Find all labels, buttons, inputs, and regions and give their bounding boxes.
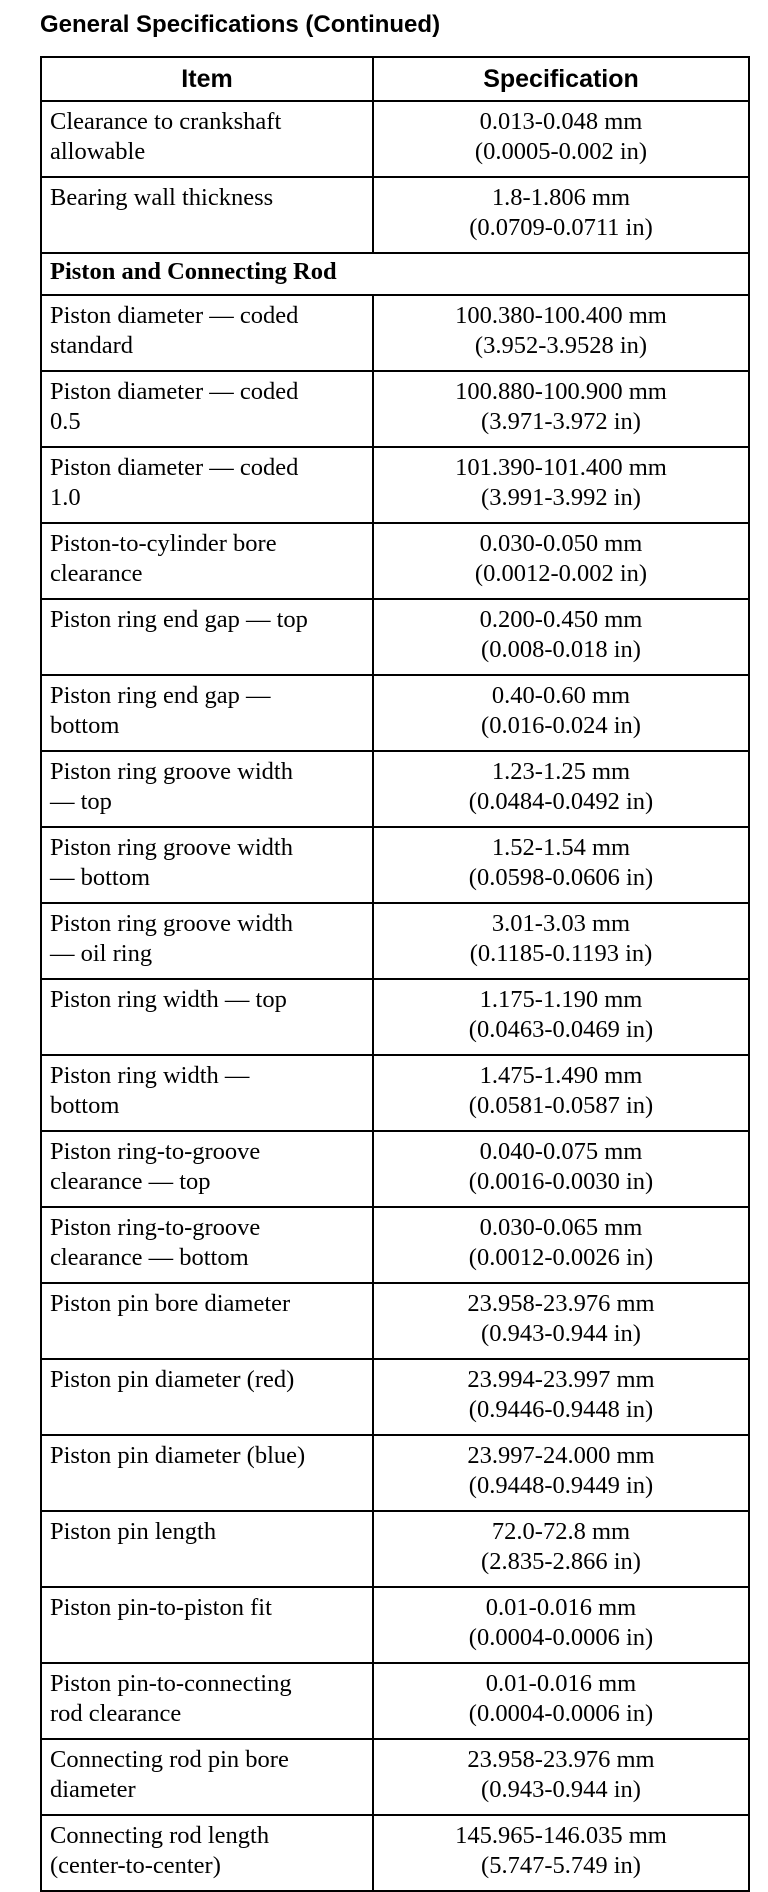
metric-value: 0.030-0.065 mm [479, 1214, 643, 1241]
metric-value: 1.52-1.54 mm [491, 834, 631, 861]
table-row [41, 177, 749, 253]
specification-cell [373, 903, 749, 979]
header-row [41, 57, 749, 101]
item-text-line: clearance — bottom [50, 1244, 249, 1271]
specification-cell [373, 447, 749, 523]
metric-value: 100.880-100.900 mm [455, 378, 667, 405]
section-heading: Piston and Connecting Rod [41, 253, 749, 295]
item-text-line: standard [50, 332, 133, 359]
item-text-line: Piston ring-to-groove [50, 1138, 261, 1165]
table-row [41, 1511, 749, 1587]
specification-cell [373, 827, 749, 903]
specification-cell [373, 1283, 749, 1359]
item-text-line: Connecting rod length [50, 1822, 270, 1849]
metric-value: 23.994-23.997 mm [467, 1366, 655, 1393]
item-text-line: bottom [50, 1092, 120, 1119]
imperial-value: (3.952-3.9528 in) [474, 332, 648, 359]
item-text-line: Piston diameter — coded [50, 454, 299, 481]
item-text-line: bottom [50, 712, 120, 739]
table-row [41, 1359, 749, 1435]
item-cell [41, 1739, 373, 1815]
item-cell [41, 447, 373, 523]
metric-value: 23.997-24.000 mm [467, 1442, 655, 1469]
specification-cell [373, 751, 749, 827]
table-row [41, 1283, 749, 1359]
metric-value: 0.200-0.450 mm [479, 606, 643, 633]
imperial-value: (0.0598-0.0606 in) [468, 864, 654, 891]
imperial-value: (0.0709-0.0711 in) [469, 214, 653, 241]
item-cell [41, 177, 373, 253]
item-cell [41, 1587, 373, 1663]
item-cell [41, 903, 373, 979]
specification-cell [373, 101, 749, 177]
item-text-line: — bottom [50, 864, 151, 891]
item-text-line: 0.5 [50, 408, 81, 435]
item-cell [41, 523, 373, 599]
item-text-line: Bearing wall thickness [50, 184, 274, 211]
table-row [41, 1815, 749, 1891]
table-row [41, 599, 749, 675]
metric-value: 100.380-100.400 mm [455, 302, 667, 329]
item-text-line: clearance — top [50, 1168, 211, 1195]
imperial-value: (3.991-3.992 in) [481, 484, 641, 511]
item-text-line: Piston diameter — coded [50, 378, 299, 405]
item-cell [41, 751, 373, 827]
metric-value: 0.040-0.075 mm [479, 1138, 643, 1165]
column-header-item: Item [41, 57, 373, 101]
imperial-value: (0.0005-0.002 in) [474, 138, 648, 165]
item-text-line: diameter [50, 1776, 136, 1803]
item-text-line: Connecting rod pin bore [50, 1746, 289, 1773]
metric-value: 0.013-0.048 mm [479, 108, 643, 135]
item-text-line: Piston ring end gap — [50, 682, 271, 709]
item-text-line: Piston pin-to-connecting [50, 1670, 292, 1697]
imperial-value: (0.008-0.018 in) [481, 636, 641, 663]
specification-cell [373, 599, 749, 675]
item-text-line: Piston diameter — coded [50, 302, 299, 329]
item-cell [41, 1131, 373, 1207]
metric-value: 72.0-72.8 mm [491, 1518, 631, 1545]
imperial-value: (0.0581-0.0587 in) [468, 1092, 654, 1119]
imperial-value: (5.747-5.749 in) [481, 1852, 641, 1879]
imperial-value: (0.9448-0.9449 in) [468, 1472, 654, 1499]
item-text-line: Piston ring width — [50, 1062, 250, 1089]
metric-value: 1.8-1.806 mm [491, 184, 631, 211]
item-cell [41, 295, 373, 371]
item-text-line: Piston pin-to-piston fit [50, 1594, 272, 1621]
table-header [41, 57, 749, 101]
specification-cell [373, 1739, 749, 1815]
table-row [41, 903, 749, 979]
item-cell [41, 1055, 373, 1131]
imperial-value: (0.0016-0.0030 in) [468, 1168, 654, 1195]
imperial-value: (2.835-2.866 in) [481, 1548, 641, 1575]
item-text-line: — top [50, 788, 112, 815]
table-row [41, 979, 749, 1055]
table-row [41, 1055, 749, 1131]
table-row [41, 447, 749, 523]
specification-cell [373, 371, 749, 447]
imperial-value: (0.943-0.944 in) [481, 1320, 641, 1347]
item-cell [41, 1207, 373, 1283]
table-row [41, 751, 749, 827]
specification-cell [373, 1055, 749, 1131]
item-text-line: Piston-to-cylinder bore [50, 530, 277, 557]
table-row [41, 1587, 749, 1663]
specification-cell [373, 1435, 749, 1511]
section-row [41, 253, 749, 295]
item-cell [41, 101, 373, 177]
specification-cell [373, 1131, 749, 1207]
item-text-line: Piston pin length [50, 1518, 217, 1545]
table-row [41, 295, 749, 371]
specification-cell [373, 1663, 749, 1739]
item-text-line: 1.0 [50, 484, 81, 511]
item-cell [41, 979, 373, 1055]
imperial-value: (0.943-0.944 in) [481, 1776, 641, 1803]
imperial-value: (0.016-0.024 in) [481, 712, 641, 739]
table-row [41, 523, 749, 599]
metric-value: 23.958-23.976 mm [467, 1746, 655, 1773]
specification-cell [373, 1359, 749, 1435]
imperial-value: (0.0004-0.0006 in) [468, 1624, 654, 1651]
imperial-value: (0.0012-0.002 in) [474, 560, 648, 587]
item-text-line: — oil ring [50, 940, 153, 967]
metric-value: 23.958-23.976 mm [467, 1290, 655, 1317]
imperial-value: (0.0463-0.0469 in) [468, 1016, 654, 1043]
table-body [41, 101, 749, 1891]
item-text-line: Piston pin diameter (blue) [50, 1442, 306, 1469]
metric-value: 145.965-146.035 mm [455, 1822, 667, 1849]
item-text-line: Piston ring groove width [50, 910, 293, 937]
metric-value: 1.23-1.25 mm [491, 758, 631, 785]
table-row [41, 827, 749, 903]
imperial-value: (0.0004-0.0006 in) [468, 1700, 654, 1727]
item-text-line: allowable [50, 138, 146, 165]
item-cell [41, 1815, 373, 1891]
item-cell [41, 1359, 373, 1435]
table-row [41, 101, 749, 177]
item-cell [41, 827, 373, 903]
table-row [41, 1435, 749, 1511]
specification-cell [373, 177, 749, 253]
item-cell [41, 371, 373, 447]
item-text-line: Piston ring end gap — top [50, 606, 308, 633]
specification-cell [373, 1587, 749, 1663]
imperial-value: (3.971-3.972 in) [481, 408, 641, 435]
metric-value: 101.390-101.400 mm [455, 454, 667, 481]
specification-cell [373, 979, 749, 1055]
item-text-line: Piston ring groove width [50, 834, 293, 861]
table-row [41, 1739, 749, 1815]
specification-cell [373, 523, 749, 599]
item-text-line: Clearance to crankshaft [50, 108, 282, 135]
imperial-value: (0.9446-0.9448 in) [468, 1396, 654, 1423]
page-title: General Specifications (Continued) [40, 11, 441, 38]
specifications-table [40, 56, 750, 1892]
table-row [41, 675, 749, 751]
metric-value: 1.475-1.490 mm [479, 1062, 643, 1089]
column-header-specification: Specification [373, 57, 749, 101]
metric-value: 0.40-0.60 mm [491, 682, 631, 709]
item-text-line: Piston pin bore diameter [50, 1290, 291, 1317]
table-row [41, 1663, 749, 1739]
item-text-line: Piston pin diameter (red) [50, 1366, 295, 1393]
specification-cell [373, 1815, 749, 1891]
specification-cell [373, 1207, 749, 1283]
item-cell [41, 599, 373, 675]
table-row [41, 1131, 749, 1207]
metric-value: 1.175-1.190 mm [479, 986, 643, 1013]
item-text-line: Piston ring-to-groove [50, 1214, 261, 1241]
metric-value: 0.030-0.050 mm [479, 530, 643, 557]
imperial-value: (0.0012-0.0026 in) [468, 1244, 654, 1271]
item-text-line: Piston ring width — top [50, 986, 287, 1013]
item-cell [41, 675, 373, 751]
item-cell [41, 1511, 373, 1587]
item-cell [41, 1663, 373, 1739]
metric-value: 0.01-0.016 mm [485, 1670, 637, 1697]
metric-value: 3.01-3.03 mm [491, 910, 631, 937]
item-cell [41, 1283, 373, 1359]
specification-cell [373, 295, 749, 371]
item-text-line: rod clearance [50, 1700, 182, 1727]
specification-cell [373, 1511, 749, 1587]
item-text-line: Piston ring groove width [50, 758, 293, 785]
imperial-value: (0.1185-0.1193 in) [469, 940, 653, 967]
specification-cell [373, 675, 749, 751]
item-text-line: clearance [50, 560, 143, 587]
metric-value: 0.01-0.016 mm [485, 1594, 637, 1621]
item-text-line: (center-to-center) [50, 1852, 221, 1879]
table-row [41, 371, 749, 447]
table-row [41, 1207, 749, 1283]
imperial-value: (0.0484-0.0492 in) [468, 788, 654, 815]
item-cell [41, 1435, 373, 1511]
